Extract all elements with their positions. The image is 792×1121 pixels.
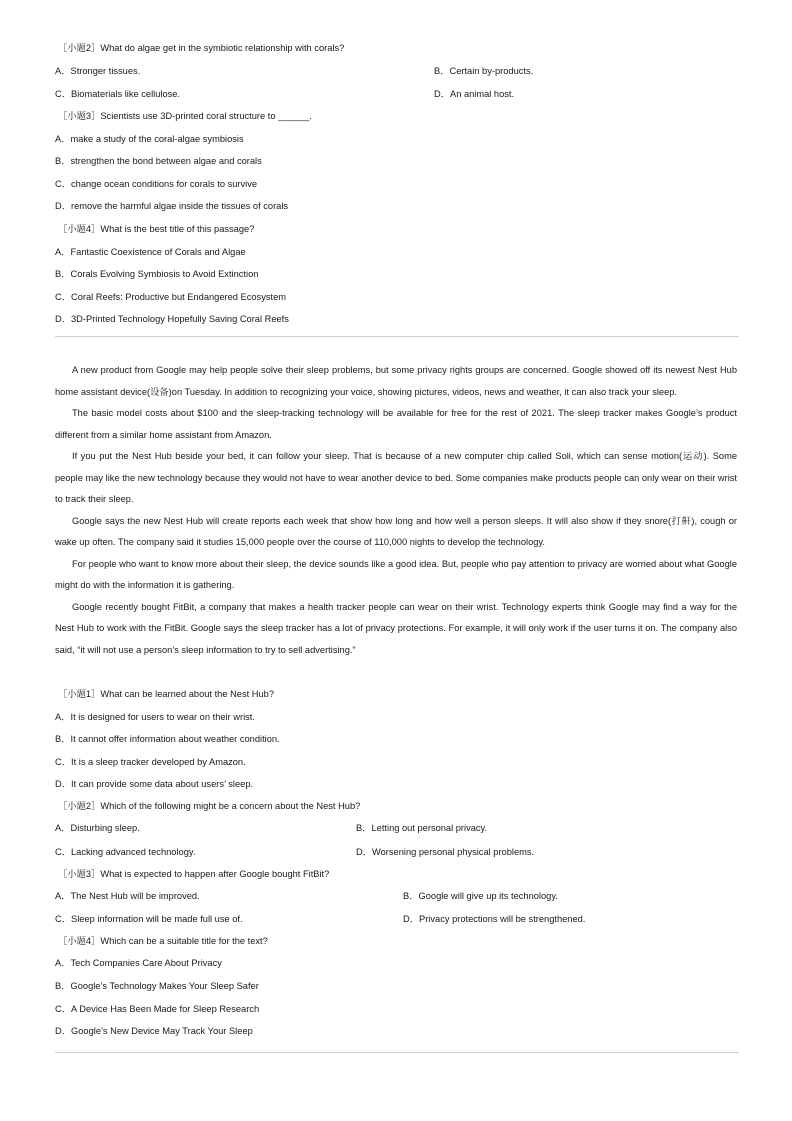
- question-2-option-a[interactable]: A．Stronger tissues.: [55, 66, 141, 76]
- question-3-option-c[interactable]: C．change ocean conditions for corals to survive: [55, 179, 258, 189]
- question-2-option-b[interactable]: B．Certain by-products.: [434, 66, 534, 76]
- question-2b-option-b[interactable]: B．Letting out personal privacy.: [356, 823, 488, 833]
- passage-paragraph: If you put the Nest Hub beside your bed, it can follow your sleep. That is because of a new computer chip called Soli, which can sense motion(运动). Some people may like the new technology because they would not have to wear another device to bed. Some companies make products people can only wear on their wrist to track their sleep.: [55, 451, 737, 504]
- question-4b-option-a[interactable]: A．Tech Companies Care About Privacy: [55, 958, 222, 968]
- question-2b-option-d[interactable]: D．Worsening personal physical problems.: [356, 847, 535, 857]
- question-4b-option-b[interactable]: B．Google’s Technology Makes Your Sleep Safer: [55, 981, 259, 991]
- question-4b-option-d[interactable]: D．Google’s New Device May Track Your Sleep: [55, 1026, 253, 1036]
- question-1-stem: ［小题1］What can be learned about the Nest Hub?: [58, 689, 275, 699]
- question-1-option-c[interactable]: C．It is a sleep tracker developed by Amazon.: [55, 757, 246, 767]
- question-4-option-a[interactable]: A．Fantastic Coexistence of Corals and Algae: [55, 247, 246, 257]
- question-3b-option-b[interactable]: B．Google will give up its technology.: [403, 891, 558, 901]
- reading-passage: [55, 360, 737, 661]
- question-2-stem: ［小题2］What do algae get in the symbiotic relationship with corals?: [58, 43, 345, 53]
- question-1-option-a[interactable]: A．It is designed for users to wear on their wrist.: [55, 712, 255, 722]
- question-4-option-b[interactable]: B．Corals Evolving Symbiosis to Avoid Extinction: [55, 269, 259, 279]
- question-3b-option-a[interactable]: A．The Nest Hub will be improved.: [55, 891, 200, 901]
- question-3-option-b[interactable]: B．strengthen the bond between algae and corals: [55, 156, 262, 166]
- question-2-option-c[interactable]: C．Biomaterials like cellulose.: [55, 89, 181, 99]
- section-divider: [55, 336, 739, 337]
- passage-paragraph: Google says the new Nest Hub will create reports each week that show how long and how well a person sleeps. It will also show if they snore(打鼾), cough or wake up often. The company said it studies 15,000 people over the course of 110,000 nights to develop the technology.: [55, 515, 737, 547]
- question-2b-stem: ［小题2］Which of the following might be a concern about the Nest Hub?: [58, 801, 361, 811]
- question-4b-option-c[interactable]: C．A Device Has Been Made for Sleep Research: [55, 1004, 260, 1014]
- passage-paragraph: The basic model costs about $100 and the sleep-tracking technology will be available for free for the rest of 2021. The sleep tracker makes Google’s product different from a similar home assistant from Amazon.: [55, 408, 737, 440]
- question-4-stem: ［小题4］What is the best title of this passage?: [58, 224, 255, 234]
- passage-paragraph: Google recently bought FitBit, a company that makes a health tracker people can wear on their wrist. Technology experts think Google may find a way for the Nest Hub to work with the FitBit. Google says the sleep tracker has a lot of privacy protections. For example, it will only work if the user turns it on. The company also said, “it will not use a person’s sleep information to try to sell advertising.”: [55, 601, 737, 655]
- question-3-option-a[interactable]: A．make a study of the coral-algae symbiosis: [55, 134, 244, 144]
- question-3b-option-d[interactable]: D．Privacy protections will be strengthened.: [403, 914, 586, 924]
- question-4-option-d[interactable]: D．3D-Printed Technology Hopefully Saving Coral Reefs: [55, 314, 289, 324]
- question-4b-stem: ［小题4］Which can be a suitable title for the text?: [58, 936, 268, 946]
- question-3-stem: ［小题3］Scientists use 3D-printed coral structure to ______.: [58, 111, 312, 121]
- passage-paragraph: A new product from Google may help people solve their sleep problems, but some privacy rights groups are concerned. Google showed off its newest Nest Hub home assistant device(设备)on Tuesday. In addition to recognizing your voice, showing pictures, videos, news and weather, it can also track your sleep.: [55, 365, 737, 397]
- question-3b-option-c[interactable]: C．Sleep information will be made full use of.: [55, 914, 243, 924]
- question-1-option-b[interactable]: B．It cannot offer information about weather condition.: [55, 734, 280, 744]
- section-divider: [55, 1052, 739, 1053]
- question-2b-option-a[interactable]: A．Disturbing sleep.: [55, 823, 140, 833]
- question-2-option-d[interactable]: D．An animal host.: [434, 89, 515, 99]
- question-1-option-d[interactable]: D．It can provide some data about users’ sleep.: [55, 779, 254, 789]
- question-2b-option-c[interactable]: C．Lacking advanced technology.: [55, 847, 196, 857]
- passage-paragraph: For people who want to know more about their sleep, the device sounds like a good idea. But, people who pay attention to privacy are worried about what Google might do with the information it is gathering.: [55, 558, 737, 590]
- question-4-option-c[interactable]: C．Coral Reefs: Productive but Endangered Ecosystem: [55, 292, 286, 302]
- question-3-option-d[interactable]: D．remove the harmful algae inside the tissues of corals: [55, 201, 289, 211]
- question-3b-stem: ［小题3］What is expected to happen after Google bought FitBit?: [58, 869, 330, 879]
